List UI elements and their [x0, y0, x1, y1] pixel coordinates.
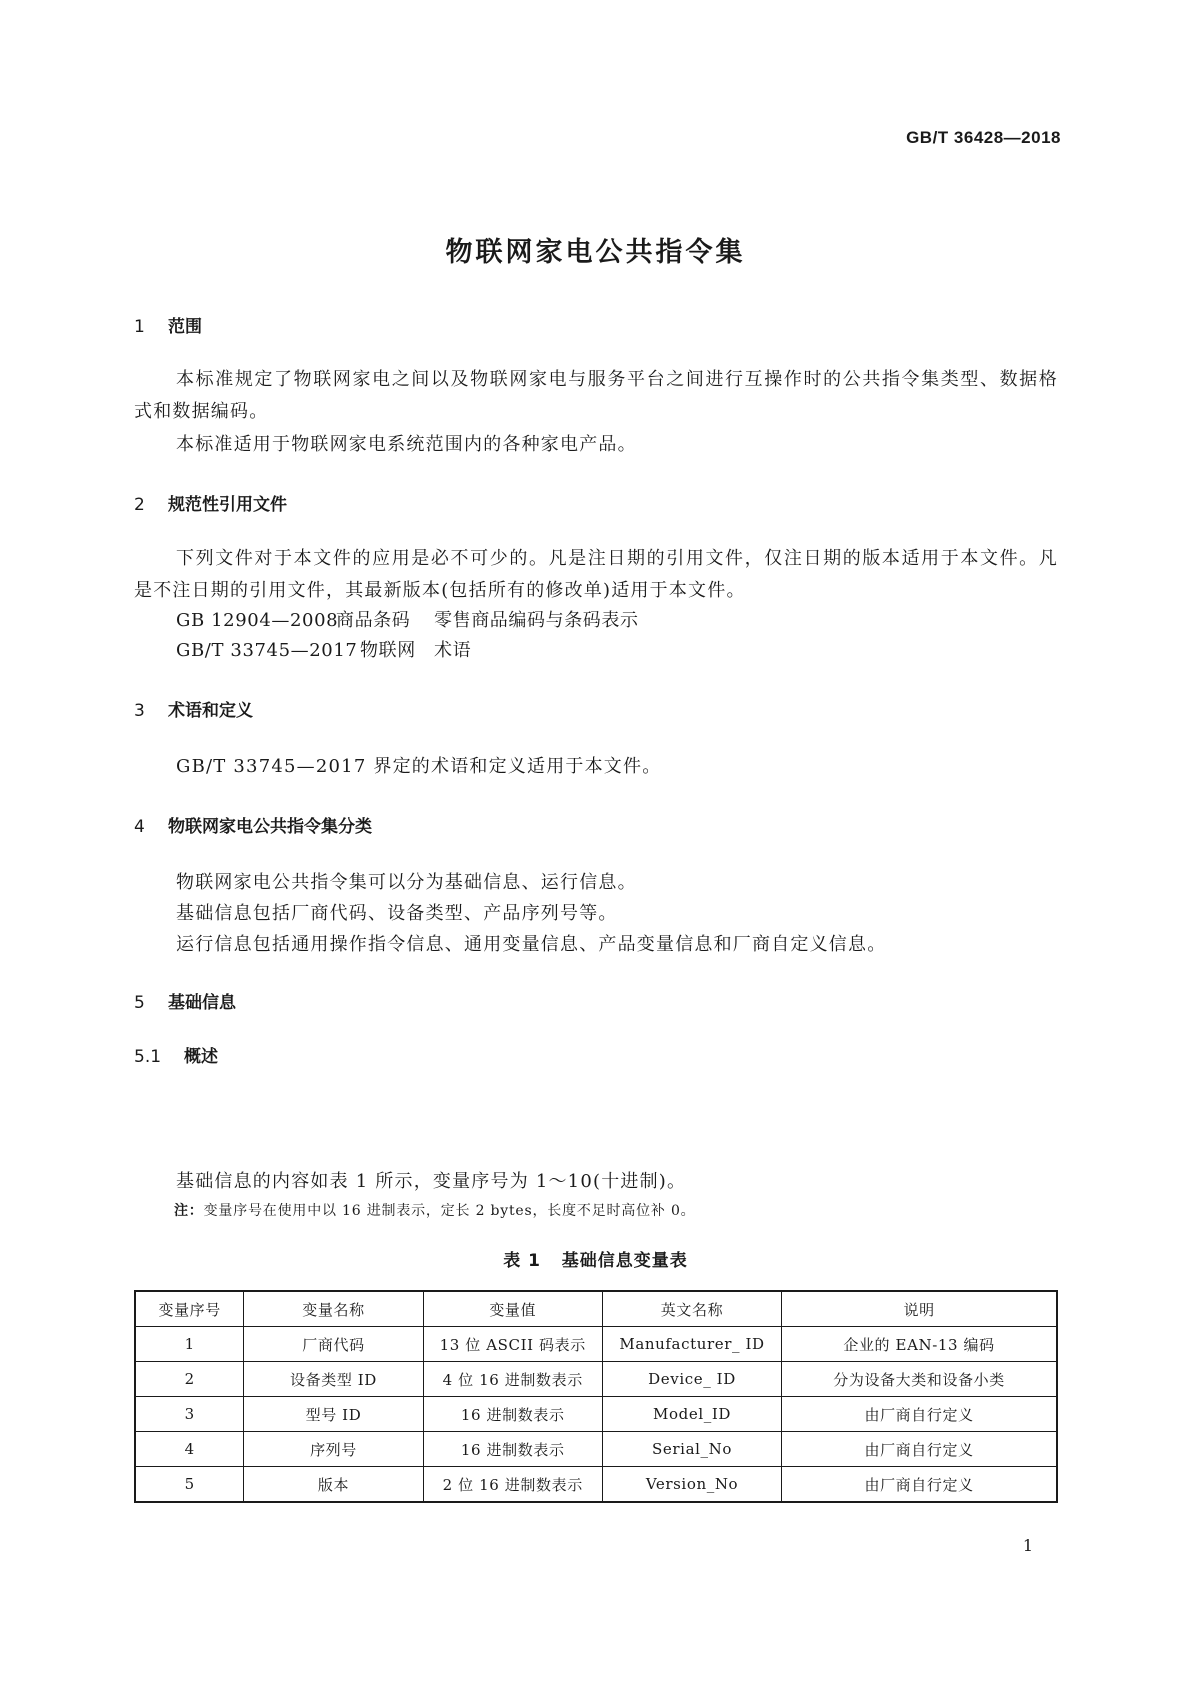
- page-number: 1: [1022, 1536, 1033, 1555]
- section-number: 5.1: [134, 1047, 162, 1067]
- reference-item: [176, 636, 471, 662]
- section-2-paragraph-1: 下列文件对于本文件的应用是必不可少的。凡是注日期的引用文件，仅注日期的版本适用于本文件。凡是不注日期的引用文件，其最新版本(包括所有的修改单)适用于本文件。: [134, 548, 1058, 601]
- reference-code: GB/T 33745—2017: [176, 640, 358, 661]
- table-cell: Version_No: [602, 1467, 781, 1503]
- section-title: 物联网家电公共指令集分类: [168, 817, 372, 837]
- section-4-line-2: 基础信息包括厂商代码、设备类型、产品序列号等。: [176, 903, 618, 924]
- table-header-cell: 变量值: [423, 1291, 602, 1327]
- section-number: 3: [134, 701, 145, 721]
- table-row: [135, 1362, 1057, 1397]
- table-header-cell: 变量序号: [135, 1291, 244, 1327]
- basic-info-variable-table: [134, 1290, 1058, 1503]
- table-cell: Model_ID: [602, 1397, 781, 1432]
- reference-title-part: 术语: [434, 640, 472, 661]
- table-row: [135, 1432, 1057, 1467]
- table-row: [135, 1397, 1057, 1432]
- section-5-1-paragraph-1: 基础信息的内容如表 1 所示，变量序号为 1～10(十进制)。: [176, 1171, 687, 1192]
- section-number: 4: [134, 817, 145, 837]
- table-caption: [0, 1246, 1191, 1271]
- table-cell: 由厂商自行定义: [782, 1397, 1057, 1432]
- table-cell: 2 位 16 进制数表示: [423, 1467, 602, 1503]
- standard-code: GB/T 36428—2018: [906, 128, 1061, 147]
- section-title: 概述: [184, 1047, 218, 1067]
- table-cell: 4: [135, 1432, 244, 1467]
- table-header-row: [135, 1291, 1057, 1327]
- document-title: 物联网家电公共指令集: [445, 237, 746, 268]
- table-cell: Manufacturer_ ID: [602, 1327, 781, 1362]
- table-cell: 厂商代码: [244, 1327, 423, 1362]
- table-note: [174, 1200, 695, 1220]
- section-4-line-1: 物联网家电公共指令集可以分为基础信息、运行信息。: [176, 872, 637, 893]
- table-cell: 3: [135, 1397, 244, 1432]
- table-cell: 版本: [244, 1467, 423, 1503]
- table-cell: 5: [135, 1467, 244, 1503]
- section-3-paragraph-1: GB/T 33745—2017 界定的术语和定义适用于本文件。: [176, 756, 662, 777]
- section-title: 范围: [168, 317, 202, 337]
- section-title: 基础信息: [168, 993, 236, 1013]
- table-cell: Serial_No: [602, 1432, 781, 1467]
- table-row: [135, 1467, 1057, 1503]
- section-2-heading: [134, 490, 287, 515]
- section-number: 2: [134, 495, 145, 515]
- table-cell: 2: [135, 1362, 244, 1397]
- section-1-paragraph-2: 本标准适用于物联网家电系统范围内的各种家电产品。: [176, 434, 637, 455]
- table-cell: 序列号: [244, 1432, 423, 1467]
- section-5-1-heading: [134, 1042, 218, 1067]
- reference-item: [176, 606, 639, 632]
- section-number: 5: [134, 993, 145, 1013]
- table-cell: 4 位 16 进制数表示: [423, 1362, 602, 1397]
- section-number: 1: [134, 317, 145, 337]
- table-header-cell: 变量名称: [244, 1291, 423, 1327]
- section-4-heading: [134, 812, 372, 837]
- table-cell: 型号 ID: [244, 1397, 423, 1432]
- table-cell: 由厂商自行定义: [782, 1467, 1057, 1503]
- table-caption-title: 基础信息变量表: [561, 1251, 688, 1271]
- section-1-paragraph-1: 本标准规定了物联网家电之间以及物联网家电与服务平台之间进行互操作时的公共指令集类型、数据格式和数据编码。: [134, 369, 1058, 422]
- reference-title-part: 零售商品编码与条码表示: [434, 610, 639, 631]
- section-title: 规范性引用文件: [168, 495, 287, 515]
- table-cell: 16 进制数表示: [423, 1397, 602, 1432]
- table-cell: 1: [135, 1327, 244, 1362]
- table-header-cell: 说明: [782, 1291, 1057, 1327]
- section-5-heading: [134, 988, 236, 1013]
- table-cell: Device_ ID: [602, 1362, 781, 1397]
- reference-title-part: 物联网: [360, 640, 416, 661]
- note-text: 变量序号在使用中以 16 进制表示，定长 2 bytes，长度不足时高位补 0。: [203, 1203, 696, 1219]
- section-title: 术语和定义: [168, 701, 253, 721]
- table-cell: 分为设备大类和设备小类: [782, 1362, 1057, 1397]
- reference-title-part: 商品条码: [336, 610, 411, 631]
- table-cell: 设备类型 ID: [244, 1362, 423, 1397]
- reference-code: GB 12904—2008: [176, 610, 339, 631]
- section-3-heading: [134, 696, 253, 721]
- table-caption-number: 表 1: [503, 1251, 541, 1271]
- section-4-line-3: 运行信息包括通用操作指令信息、通用变量信息、产品变量信息和厂商自定义信息。: [176, 934, 887, 955]
- table-cell: 13 位 ASCII 码表示: [423, 1327, 602, 1362]
- table-cell: 企业的 EAN-13 编码: [782, 1327, 1057, 1362]
- table-cell: 由厂商自行定义: [782, 1432, 1057, 1467]
- section-1-heading: [134, 312, 202, 337]
- note-label: 注：: [174, 1203, 204, 1219]
- table-cell: 16 进制数表示: [423, 1432, 602, 1467]
- table-header-cell: 英文名称: [602, 1291, 781, 1327]
- table-row: [135, 1327, 1057, 1362]
